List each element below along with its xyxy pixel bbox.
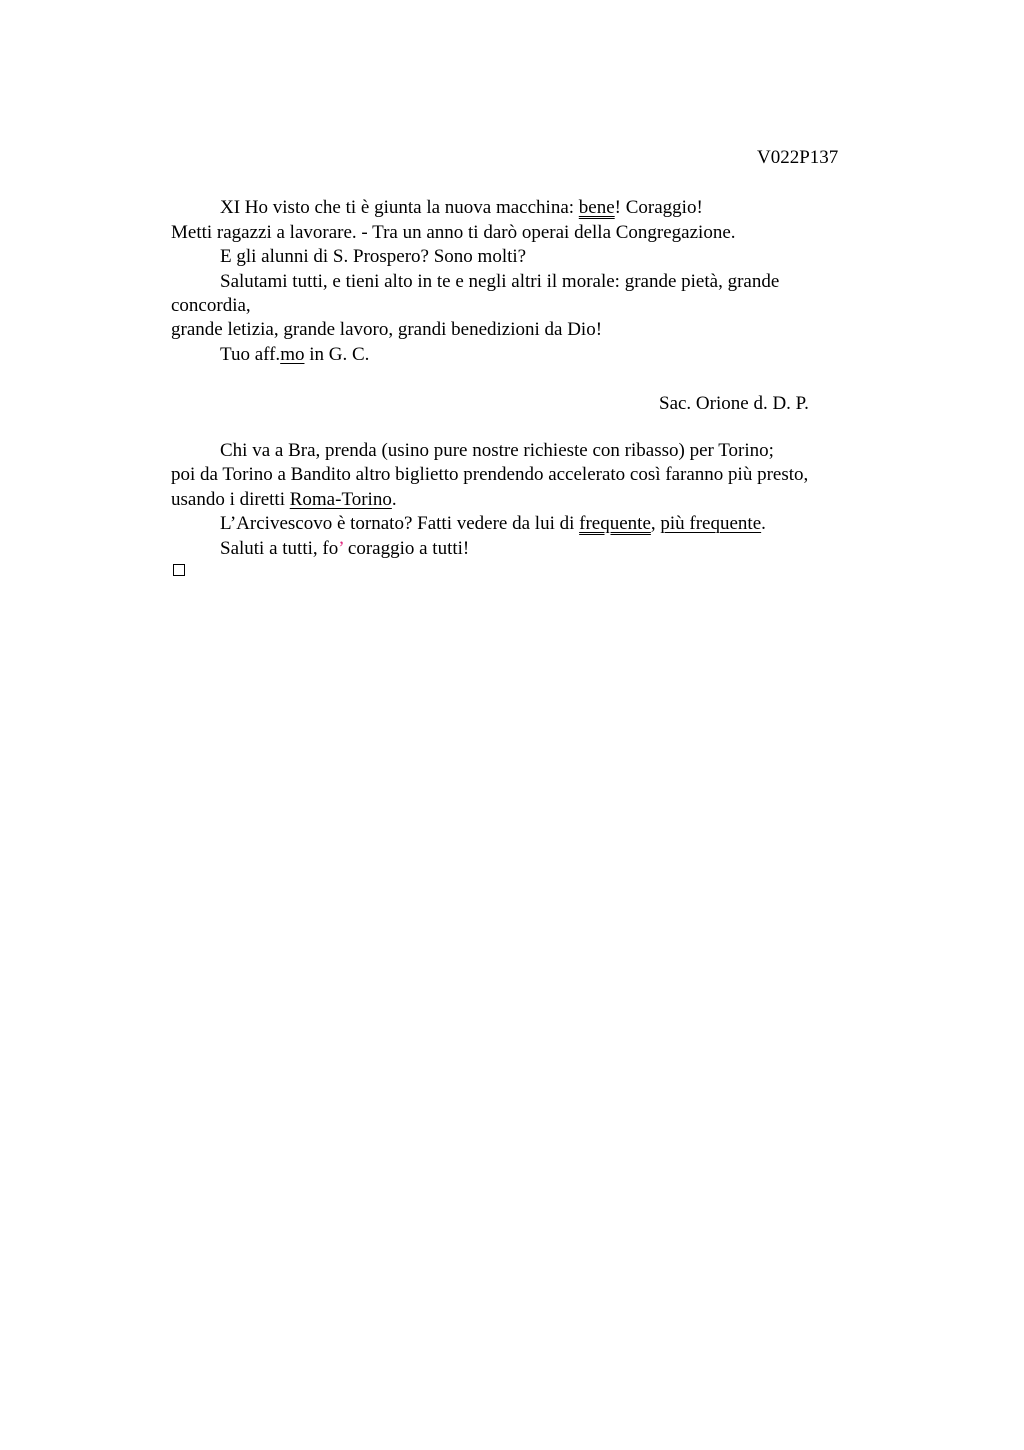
text-segment: Saluti a tutti, fo [220, 538, 339, 559]
paragraph-line-3: E gli alunni di S. Prospero? Sono molti? [220, 246, 527, 267]
apostrophe-mark: ’ [338, 538, 344, 559]
signature: Sac. Orione d. D. P. [659, 393, 809, 414]
closing-line [220, 343, 369, 367]
text-segment: XI Ho visto che ti è giunta la nuova macchina: [220, 197, 579, 218]
postscript-line-5 [220, 537, 469, 561]
underlined-text: più frequente [660, 513, 762, 534]
underlined-text: bene [578, 197, 615, 218]
text-segment: . [761, 513, 766, 534]
postscript-line-2: poi da Torino a Bandito altro biglietto prendendo accelerato così faranno più presto, [171, 464, 809, 485]
text-segment: in G. C. [304, 344, 370, 365]
text-segment: Tuo aff. [220, 344, 281, 365]
underlined-text: mo [280, 344, 305, 365]
paragraph-line-1 [220, 196, 703, 220]
postscript-line-3 [171, 488, 397, 512]
text-segment: ! Coraggio! [614, 197, 703, 218]
text-segment: usando i diretti [171, 489, 290, 510]
postscript-line-4 [220, 512, 766, 536]
text-segment: L’Arcivescovo è tornato? Fatti vedere da lui di [220, 513, 580, 534]
paragraph-line-2: Metti ragazzi a lavorare. - Tra un anno ti darò operai della Congregazione. [171, 222, 736, 243]
paragraph-line-4: Salutami tutti, e tieni alto in te e negli altri il morale: grande pietà, grande [220, 271, 780, 292]
underlined-text: frequente [579, 513, 651, 534]
postscript-line-1: Chi va a Bra, prenda (usino pure nostre richieste con ribasso) per Torino; [220, 440, 774, 461]
text-segment: . [391, 489, 397, 510]
text-segment: coraggio a tutti! [343, 538, 470, 559]
paragraph-line-6: grande letizia, grande lavoro, grandi benedizioni da Dio! [171, 319, 603, 340]
underlined-text: Roma-Torino [289, 489, 392, 510]
text-segment: , [650, 513, 661, 534]
paragraph-line-5: concordia, [171, 295, 251, 316]
page-code: V022P137 [757, 147, 839, 168]
checkbox-square-icon [173, 564, 185, 576]
